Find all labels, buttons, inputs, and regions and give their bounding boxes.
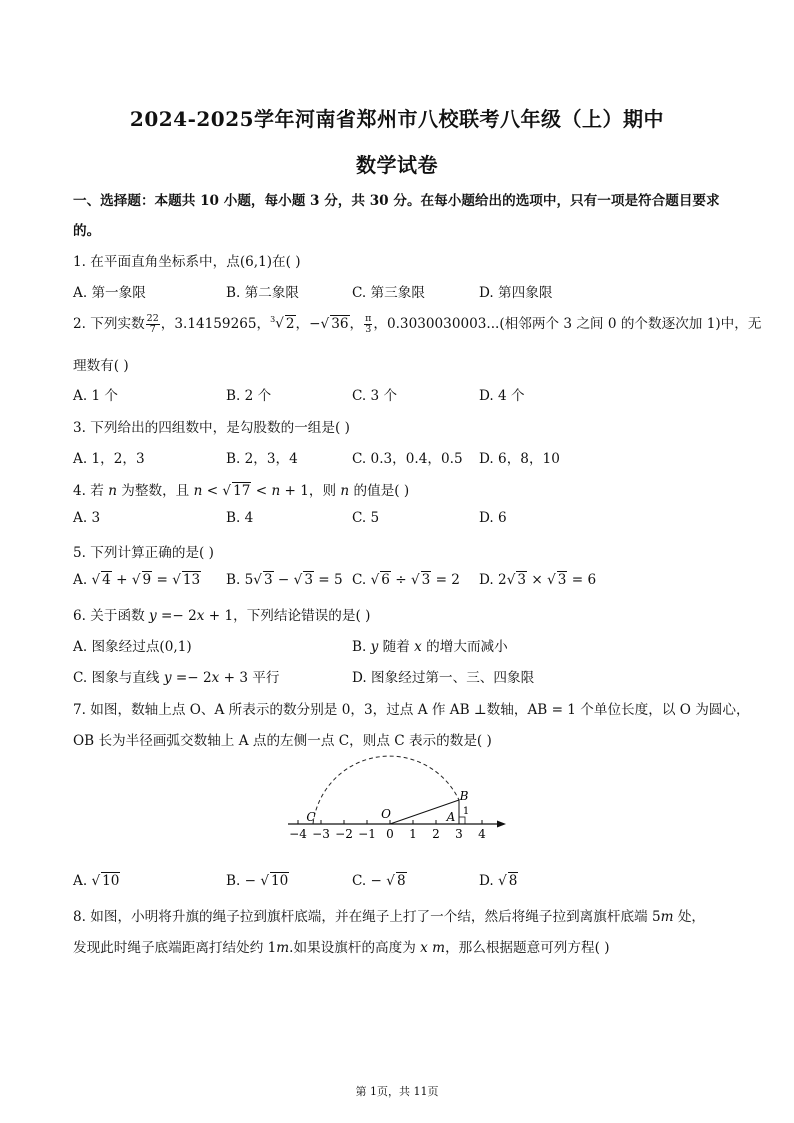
q3-option-d: D. 6，8，10: [479, 451, 560, 467]
q1-option-a: A. 第一象限: [73, 285, 146, 301]
tick-label: 0: [386, 827, 394, 841]
number-line-figure: [280, 750, 520, 850]
question-8-stem-cont: 发现此时绳子底端距离打结处约 1m.如果设旗杆的高度为 x m，那么根据题意可列方程( ): [73, 940, 610, 956]
question-7-stem-cont: OB 长为半径画弧交数轴上 A 点的左侧一点 C，则点 C 表示的数是( ): [73, 733, 492, 749]
question-1-stem: 1. 在平面直角坐标系中，点(6,1)在( ): [73, 254, 301, 270]
tick-label: −3: [312, 827, 330, 841]
tick-label: 1: [409, 827, 417, 841]
section-heading-cont: 的。: [73, 223, 101, 239]
q5-option-d: D. 2√ 3 × √ 3 = 6: [479, 572, 597, 588]
q2-option-d: D. 4 个: [479, 388, 525, 404]
length-label-1: 1: [462, 806, 470, 817]
section-heading: 一、选择题：本题共 10 小题，每小题 3 分，共 30 分。在每小题给出的选项中，只有一项是符合题目要求: [73, 193, 720, 209]
q7-option-b: B. − √ 10: [226, 873, 289, 889]
q7-option-a: A. √ 10: [73, 873, 120, 889]
q4-option-b: B. 4: [226, 510, 254, 526]
tick-label: 4: [478, 827, 486, 841]
axis-arrow: [497, 821, 506, 828]
question-4-stem: 4. 若 n 为整数，且 n < √ 17 < n + 1，则 n 的值是( ): [73, 483, 410, 499]
q5-option-c: C. √ 6 ÷ √ 3 = 2: [352, 572, 460, 588]
page-footer: 第 1页，共 11页: [355, 1085, 439, 1098]
q6-option-d: D. 图象经过第一、三、四象限: [352, 670, 535, 686]
tick-label: −1: [358, 827, 376, 841]
right-angle-mark: [459, 817, 465, 824]
cube-root: $^3$√ 2: [270, 315, 295, 332]
point-label-c: C: [306, 810, 316, 824]
point-label-a: A: [446, 810, 456, 824]
q3-option-b: B. 2，3，4: [226, 451, 298, 467]
q1-option-d: D. 第四象限: [479, 285, 553, 301]
tick-label: −4: [289, 827, 307, 841]
page-title: 2024-2025学年河南省郑州市八校联考八年级（上）期中: [129, 107, 665, 131]
point-label-b: B: [459, 789, 469, 803]
tick-label: −2: [335, 827, 353, 841]
square-root: √ 17: [222, 483, 251, 499]
question-2-stem-cont: 理数有( ): [73, 358, 129, 374]
q6-option-c: C. 图象与直线 y =− 2x + 3 平行: [73, 670, 280, 686]
page-subtitle: 数学试卷: [356, 153, 438, 177]
question-3-stem: 3. 下列给出的四组数中，是勾股数的一组是( ): [73, 420, 350, 436]
question-5-stem: 5. 下列计算正确的是( ): [73, 545, 214, 561]
q2-option-a: A. 1 个: [73, 388, 119, 404]
q7-option-d: D. √ 8: [479, 873, 518, 889]
q6-option-a: A. 图象经过点(0,1): [73, 639, 192, 655]
question-8-stem: 8. 如图，小明将升旗的绳子拉到旗杆底端，并在绳子上打了一个结，然后将绳子拉到离旗杆底端 5m 处，: [73, 909, 706, 925]
q2-option-c: C. 3 个: [352, 388, 398, 404]
q5-option-b: B. 5√ 3 − √ 3 = 5: [226, 572, 343, 588]
fraction-22-7: $\frac{22}{7}$: [146, 313, 159, 335]
q3-option-a: A. 1，2，3: [73, 451, 145, 467]
q2-option-b: B. 2 个: [226, 388, 272, 404]
tick-label: 3: [455, 827, 463, 841]
q1-option-c: C. 第三象限: [352, 285, 425, 301]
tick-label: 2: [432, 827, 440, 841]
q7-option-c: C. − √ 8: [352, 873, 406, 889]
square-root: √ 36: [320, 316, 349, 332]
question-2-stem: 2. 下列实数 $\frac{22}{7}$ ，3.14159265，$^3$√ 2，−√ 36， $\frac{\pi}{3}$ ，0.3030030003...(相邻两个 3 之间 0 的个数逐次加 1)中，无: [73, 313, 762, 335]
question-6-stem: 6. 关于函数 y =− 2x + 1，下列结论错误的是( ): [73, 608, 371, 624]
q3-option-c: C. 0.3，0.4，0.5: [352, 451, 463, 467]
q5-option-a: A. √ 4 + √ 9 = √ 13: [73, 572, 201, 588]
q1-option-b: B. 第二象限: [226, 285, 300, 301]
question-7-stem: 7. 如图，数轴上点 O、A 所表示的数分别是 0，3，过点 A 作 AB ⊥数轴，AB = 1 个单位长度，以 O 为圆心，: [73, 702, 750, 718]
point-label-o: O: [381, 807, 391, 821]
q4-option-a: A. 3: [73, 510, 101, 526]
fraction-pi-3: $\frac{\pi}{3}$: [365, 313, 372, 335]
q4-option-c: C. 5: [352, 510, 380, 526]
q6-option-b: B. y 随着 x 的增大而减小: [352, 639, 508, 655]
q4-option-d: D. 6: [479, 510, 507, 526]
